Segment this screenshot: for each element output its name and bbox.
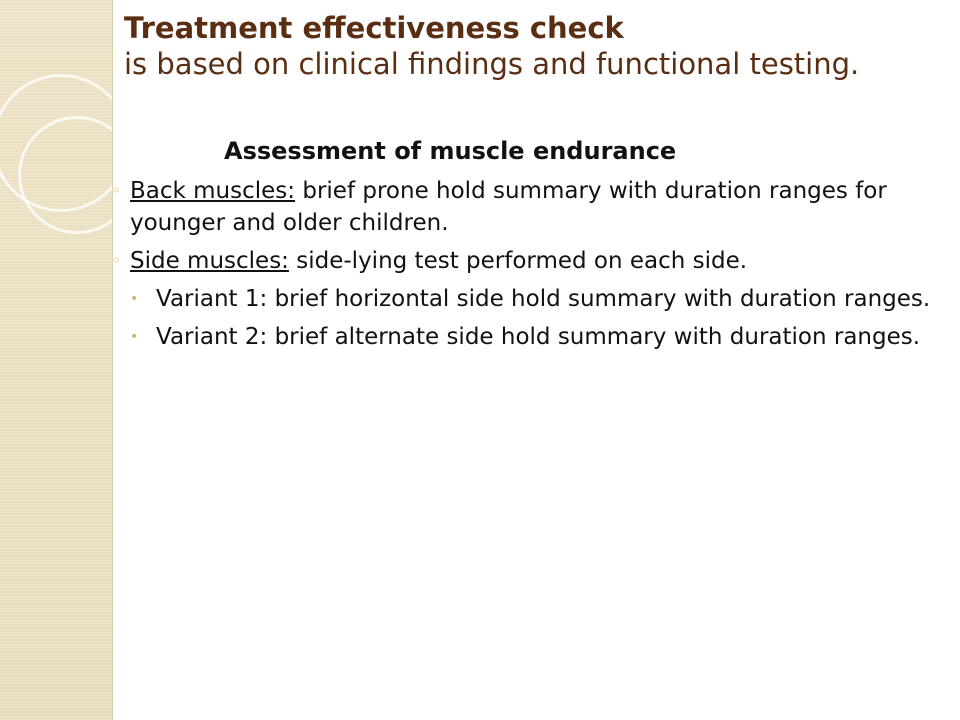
content-item-text: side-lying test performed on each side. (296, 248, 748, 274)
content-item-text: brief prone hold summary with duration ranges for younger and older children. (130, 178, 887, 236)
left-decorative-panel (0, 0, 113, 720)
content-subitem-text: Variant 2: brief alternate side hold summary with duration ranges. (156, 324, 921, 350)
slide-content (112, 175, 948, 359)
subbullet-icon: • (130, 291, 139, 307)
content-item-back (112, 175, 948, 239)
content-subitem-variant-1 (112, 283, 948, 315)
bullet-icon: ◦ (112, 251, 122, 270)
content-item-side (112, 245, 948, 277)
slide-title-rest: is based on clinical findings and functional testing. (124, 47, 860, 81)
content-item-label: Side muscles: (130, 248, 289, 274)
slide-title-bold: Treatment effectiveness check (124, 11, 624, 45)
section-heading: Assessment of muscle endurance (224, 137, 677, 165)
slide-title (124, 10, 924, 82)
bullet-icon: ◦ (112, 181, 122, 200)
content-subitem-variant-2 (112, 321, 948, 353)
subbullet-icon: • (130, 329, 139, 345)
content-subitem-text: Variant 1: brief horizontal side hold summary with duration ranges. (156, 286, 931, 312)
content-item-label: Back muscles: (130, 178, 296, 204)
